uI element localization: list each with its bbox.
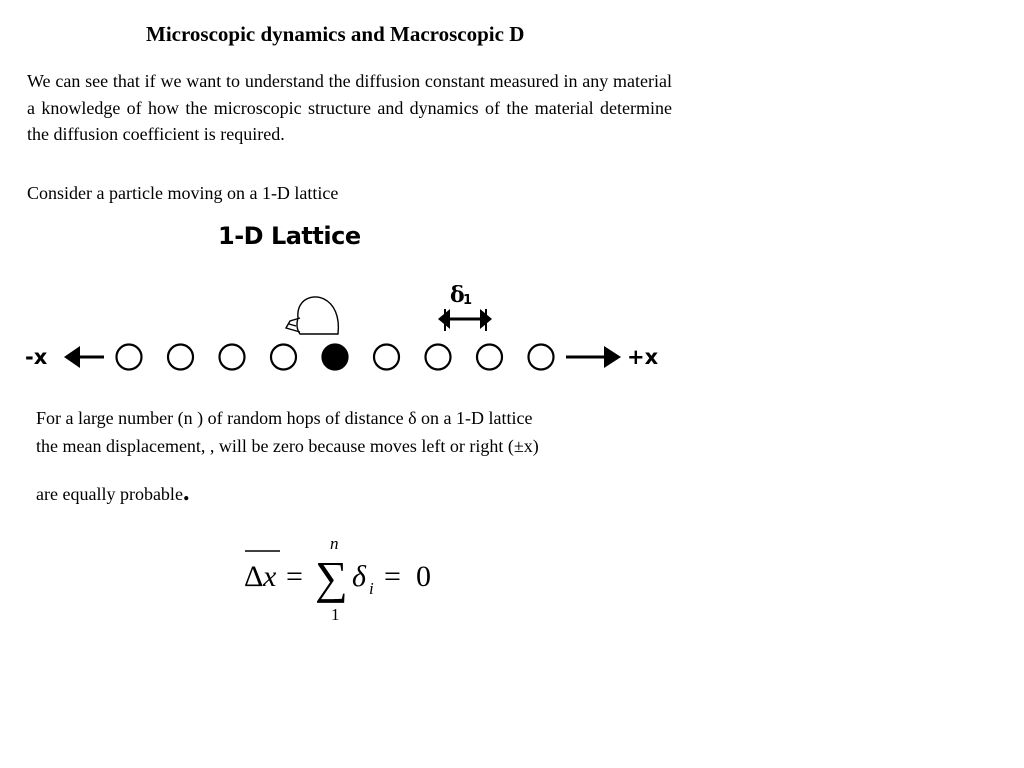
hop-delta-subscript: 1 xyxy=(463,293,473,308)
term-subscript: i xyxy=(369,579,374,598)
lhs-delta: Δ xyxy=(244,560,264,593)
intro-paragraph: We can see that if we want to understand the diffusion constant measured in any material a knowledge of how the microscopic structure and dynamics of the material determine the diffusion coefficient is required. xyxy=(27,71,672,144)
lattice-figure-title: 1-D Lattice xyxy=(218,222,361,250)
sum-symbol: ∑ xyxy=(315,552,348,603)
term-delta: δ xyxy=(352,560,366,593)
explanation-line-1: For a large number (n ) of random hops of distance δ on a 1-D lattice xyxy=(36,408,533,428)
explanation-period: . xyxy=(182,477,190,506)
left-axis-label: -x xyxy=(25,345,48,369)
lhs-variable: x xyxy=(263,560,277,593)
equals-sign-2: = xyxy=(384,560,401,593)
right-axis-label: +x xyxy=(627,345,659,369)
consider-line: Consider a particle moving on a 1-D lattice xyxy=(27,183,339,203)
explanation-line-2: the mean displacement, , will be zero because moves left or right (±x) xyxy=(36,436,539,456)
hop-delta-label: δ xyxy=(450,282,465,308)
slide-title: Microscopic dynamics and Macroscopic D xyxy=(146,22,525,46)
sum-upper-limit: n xyxy=(330,534,339,553)
rhs-value: 0 xyxy=(416,560,431,593)
equals-sign-1: = xyxy=(286,560,303,593)
explanation-line-3: are equally probable xyxy=(36,484,183,504)
sum-lower-limit: 1 xyxy=(331,605,340,624)
